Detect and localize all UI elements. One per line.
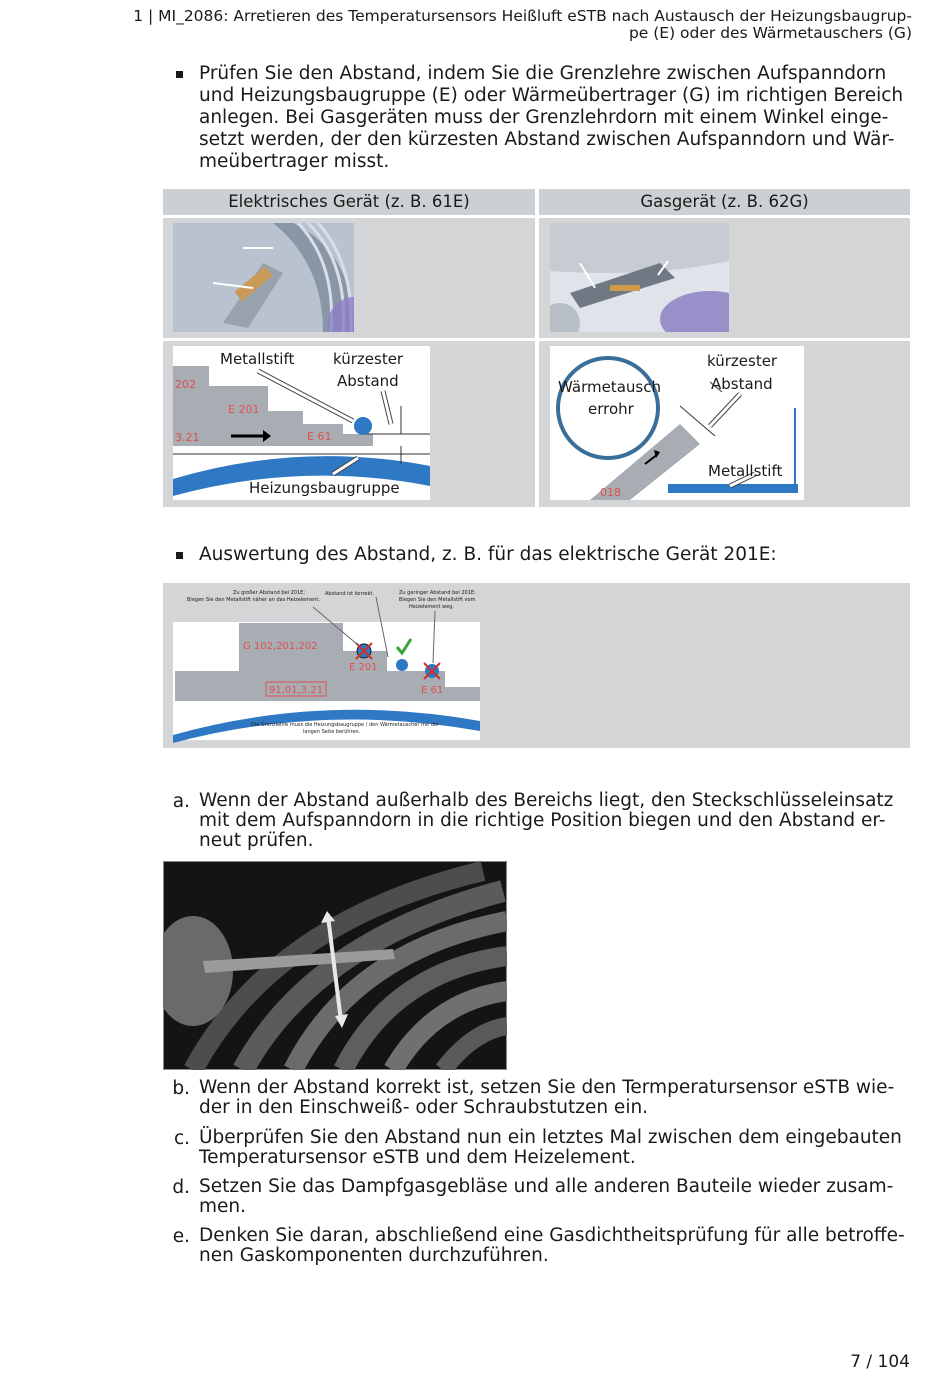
page-number: 7 / 104 <box>850 1352 910 1372</box>
bending-photo <box>163 861 507 1070</box>
note-too-large-2: Biegen Sie den Metallstift näher an das Heizelement. <box>187 597 320 603</box>
note-correct: Abstand ist korrekt. <box>325 591 374 597</box>
step-a-text <box>199 791 919 851</box>
electric-heater-photo <box>173 223 354 332</box>
step-letter: e. <box>172 1226 190 1247</box>
label-heat-exchanger-2: errohr <box>588 400 634 418</box>
page-header <box>52 8 912 42</box>
note-too-small-3: Heizelement weg. <box>409 604 454 610</box>
intro-line: und Heizungsbaugruppe (E) oder Wärmeübertrager (G) im richtigen Bereich <box>199 85 904 106</box>
evaluation-footer-1: Die Grenzlehre muss die Heizungsbaugruppe / den Wärmetauscher mit der <box>251 722 440 728</box>
step-b-text <box>199 1078 919 1118</box>
step-line: Wenn der Abstand außerhalb des Bereichs liegt, den Steckschlüsseleinsatz <box>199 790 894 811</box>
label-metal-pin: Metallstift <box>220 350 295 368</box>
gauge-mark-e61: E 61 <box>421 685 444 696</box>
label-shortest-1: kürzester <box>707 352 778 370</box>
gauge-mark-e201: E 201 <box>349 662 378 673</box>
table-header-gas: Gasgerät (z. B. 62G) <box>539 189 910 215</box>
step-e-text <box>199 1226 919 1266</box>
gauge-mark-g: G 102,201,202 <box>243 641 318 652</box>
intro-line: meübertrager misst. <box>199 151 390 172</box>
gas-gauge-diagram <box>550 346 804 500</box>
gauge-mark-e61: E 61 <box>307 430 332 443</box>
table-header-electric: Elektrisches Gerät (z. B. 61E) <box>163 189 535 215</box>
step-letter: d. <box>172 1177 190 1198</box>
gauge-mark-018: 018 <box>600 486 621 499</box>
label-shortest-2: Abstand <box>711 375 773 393</box>
evaluation-heading: Auswertung des Abstand, z. B. für das elektrische Gerät 201E: <box>199 544 777 565</box>
step-d-text <box>199 1177 919 1217</box>
step-line: mit dem Aufspanndorn in die richtige Position biegen und den Abstand er- <box>199 810 886 831</box>
step-line: nen Gaskomponenten durchzuführen. <box>199 1245 549 1266</box>
label-shortest-1: kürzester <box>333 350 404 368</box>
step-line: Setzen Sie das Dampfgasgebläse und alle anderen Bauteile wieder zusam- <box>199 1176 894 1197</box>
header-line-1: 1 | MI_2086: Arretieren des Temperatursensors Heißluft eSTB nach Austausch der Heizungsbaugrup- <box>133 7 912 25</box>
step-line: Überprüfen Sie den Abstand nun ein letztes Mal zwischen dem eingebauten <box>199 1127 902 1148</box>
gauge-mark-321: 3.21 <box>175 431 200 444</box>
evaluation-footer-2: langen Seite berühren. <box>303 729 361 735</box>
bullet-marker <box>176 71 183 78</box>
gauge-mark-9101: 91,01,3.21 <box>269 685 324 696</box>
step-letter: c. <box>173 1128 190 1149</box>
step-line: neut prüfen. <box>199 830 314 851</box>
label-shortest-2: Abstand <box>337 372 399 390</box>
note-too-small-2: Biegen Sie den Metallstift vom <box>399 597 476 603</box>
gauge-mark-202: 202 <box>175 378 196 391</box>
gas-heater-photo <box>550 223 729 332</box>
label-heat-exchanger-1: Wärmetausch <box>558 378 661 396</box>
label-heating-assembly: Heizungsbaugruppe <box>249 479 400 497</box>
header-line-2: pe (E) oder des Wärmetauschers (G) <box>628 24 912 42</box>
step-line: Denken Sie daran, abschließend eine Gasdichtheitsprüfung für alle betroffe- <box>199 1225 905 1246</box>
electric-gauge-diagram <box>173 346 430 500</box>
step-line: der in den Einschweiß- oder Schraubstutzen ein. <box>199 1097 649 1118</box>
step-line: Temperatursensor eSTB und dem Heizelement. <box>199 1147 636 1168</box>
intro-line: Prüfen Sie den Abstand, indem Sie die Grenzlehre zwischen Aufspanndorn <box>199 63 887 84</box>
step-line: Wenn der Abstand korrekt ist, setzen Sie den Termperatursensor eSTB wie- <box>199 1077 895 1098</box>
evaluation-gauge-diagram <box>163 583 483 743</box>
step-letter: a. <box>172 791 190 812</box>
step-c-text <box>199 1128 919 1168</box>
intro-paragraph <box>199 63 919 173</box>
note-too-large-1: Zu großer Abstand bei 201E: <box>233 590 306 596</box>
intro-line: anlegen. Bei Gasgeräten muss der Grenzlehrdorn mit einem Winkel einge- <box>199 107 889 128</box>
bullet-marker <box>176 552 183 559</box>
gauge-mark-e201: E 201 <box>228 403 260 416</box>
step-line: men. <box>199 1196 247 1217</box>
label-metal-pin: Metallstift <box>708 462 783 480</box>
note-too-small-1: Zu geringer Abstand bei 201E: <box>399 590 476 596</box>
intro-line: setzt werden, der den kürzesten Abstand zwischen Aufspanndorn und Wär- <box>199 129 895 150</box>
step-letter: b. <box>172 1078 190 1099</box>
